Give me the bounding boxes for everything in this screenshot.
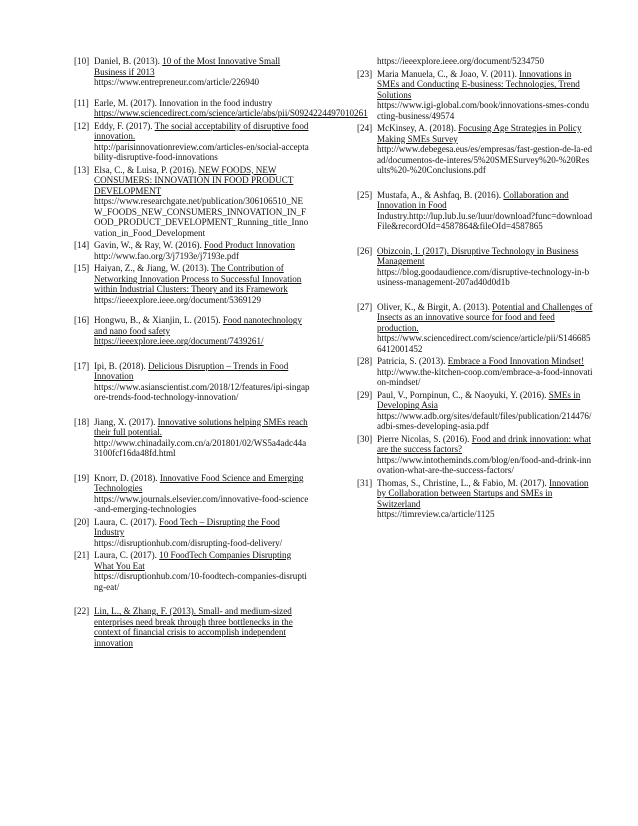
reference-url[interactable]: https://www.igi-global.com/book/innovations-smes-conducting-business/49574 bbox=[377, 100, 590, 121]
reference-number bbox=[357, 56, 377, 67]
reference-authors: Patricia, S. (2013). bbox=[377, 356, 448, 366]
reference-title-link[interactable]: The social acceptability of disruptive food innovation. bbox=[94, 120, 309, 141]
reference-number: [17] bbox=[74, 360, 90, 371]
reference-body bbox=[94, 315, 310, 347]
reference-title-link[interactable]: SMEs in Developing Asia bbox=[377, 389, 581, 410]
reference-body bbox=[94, 56, 310, 88]
reference-url[interactable]: https://disruptionhub.com/10-foodtech-companies-disrupting-eat/ bbox=[94, 571, 307, 592]
reference-body bbox=[94, 517, 310, 549]
reference-body bbox=[377, 69, 593, 122]
reference-number: [16] bbox=[74, 315, 90, 325]
reference-entry bbox=[357, 246, 593, 288]
reference-url[interactable]: Industry.http://lup.lub.lu.se/luur/download?func=downloadFile&recordOId=4587864&fileOId=4587865 bbox=[377, 210, 593, 231]
reference-authors: Oliver, K., & Birgit, A. (2013). bbox=[377, 301, 493, 312]
reference-number: [21] bbox=[74, 550, 90, 560]
reference-number: [31] bbox=[357, 477, 373, 488]
reference-title-link[interactable]: Food nanotechnology and nano food safety https://ieeexplore.ieee.org/document/7439261/ bbox=[94, 315, 302, 346]
reference-entry bbox=[357, 69, 593, 122]
reference-authors: Hongwu, B., & Xianjin, L. (2015). bbox=[94, 315, 223, 325]
reference-url[interactable]: https://www.entrepreneur.com/article/226940 bbox=[94, 77, 260, 87]
reference-authors: Haiyan, Z., & Jiang, W. (2013). bbox=[94, 263, 212, 273]
reference-authors: Knorr, D. (2018). bbox=[94, 472, 160, 483]
reference-number: [12] bbox=[74, 120, 90, 131]
references-right-column bbox=[357, 56, 593, 522]
reference-number: [10] bbox=[74, 56, 90, 66]
reference-entry bbox=[74, 606, 310, 648]
reference-authors: Paul, V., Pornpinun, C., & Naoyuki, Y. (2016). bbox=[377, 389, 549, 400]
reference-title-link[interactable]: Food and drink innovation: what are the success factors? bbox=[377, 433, 591, 454]
reference-body bbox=[94, 240, 310, 261]
reference-authors: Laura, C. (2017). bbox=[94, 516, 160, 527]
reference-authors: Pierre Nicolas, S. (2016). bbox=[377, 433, 472, 444]
reference-title-link[interactable]: Focusing Age Strategies in Policy Making SMEs Survey bbox=[377, 123, 582, 144]
reference-title-link[interactable]: Innovations in SMEs and Conducting E-business: Technologies, Trend Solutions bbox=[377, 68, 580, 100]
reference-title-link[interactable]: NEW FOODS, NEW CONSUMERS: INNOVATION IN FOOD PRODUCT DEVELOPMENT bbox=[94, 164, 294, 196]
reference-authors: Elsa, C., & Luisa, P. (2016). bbox=[94, 164, 199, 175]
reference-authors: Jiang, X. (2017). bbox=[94, 416, 158, 427]
reference-body bbox=[94, 361, 310, 403]
reference-url[interactable]: https://www.sciencedirect.com/science/article/pii/S1466856412001452 bbox=[377, 333, 591, 354]
reference-title-link[interactable]: 10 FoodTech Companies Disrupting What You Eat bbox=[94, 550, 292, 571]
reference-title-link[interactable]: Delicious Disruption – Trends in Food Innovation bbox=[94, 360, 289, 381]
reference-title-link[interactable]: Food Tech – Disrupting the Food Industry bbox=[94, 516, 280, 537]
reference-authors: Daniel, B. (2013). bbox=[94, 56, 163, 66]
reference-body bbox=[377, 390, 593, 432]
reference-url[interactable]: https://ieeexplore.ieee.org/document/5234750 bbox=[377, 56, 545, 66]
reference-entry bbox=[357, 123, 593, 176]
reference-number: [28] bbox=[357, 356, 373, 366]
reference-url[interactable]: https://ieeexplore.ieee.org/document/5369129 bbox=[94, 294, 262, 305]
reference-entry bbox=[74, 517, 310, 549]
reference-body bbox=[94, 417, 310, 459]
reference-body bbox=[94, 606, 310, 648]
reference-title-link[interactable]: Food Product Innovation bbox=[204, 240, 295, 250]
reference-url[interactable]: https://www.journals.elsevier.com/innovative-food-science-and-emerging-technologies bbox=[94, 493, 309, 514]
reference-number: [29] bbox=[357, 389, 373, 400]
reference-url[interactable]: https://blog.goodaudience.com/disruptive-technology-in-business-management-207ad40d0d1b bbox=[377, 266, 590, 287]
reference-authors: Eddy, F. (2017). bbox=[94, 120, 155, 131]
reference-body bbox=[377, 246, 593, 288]
reference-entry bbox=[74, 473, 310, 515]
reference-entry bbox=[357, 478, 593, 520]
reference-authors: Ipi, B. (2018). bbox=[94, 360, 149, 371]
reference-body bbox=[377, 302, 593, 355]
reference-url[interactable]: https://www.adb.org/sites/default/files/publication/214476/adbi-smes-developing-asia.pdf bbox=[377, 410, 592, 431]
reference-body bbox=[377, 190, 593, 232]
reference-url[interactable]: https://www.asianscientist.com/2018/12/features/ipi-singapore-trends-food-technology-innovation/ bbox=[94, 381, 310, 402]
reference-entry bbox=[74, 97, 368, 119]
reference-url[interactable]: http://parisinnovationreview.com/articles-en/social-acceptability-disruptive-food-innovations bbox=[94, 141, 309, 162]
reference-title-link[interactable]: Lin, L., & Zhang, F. (2013). Small- and medium-sized enterprises need break through three bottlenecks in the context of financial crisis to accomplish independent innovation bbox=[94, 606, 293, 648]
reference-body bbox=[377, 478, 593, 520]
reference-body bbox=[94, 473, 310, 515]
reference-body bbox=[94, 165, 310, 239]
reference-body bbox=[94, 550, 310, 592]
reference-entry bbox=[74, 263, 310, 305]
reference-title-link[interactable]: Obizcoin, I. (2017). Disruptive Technology in Business Management bbox=[377, 245, 579, 266]
reference-body bbox=[377, 434, 593, 476]
reference-authors: Earle, M. (2017). Innovation in the food industry bbox=[94, 97, 273, 108]
reference-number: [20] bbox=[74, 516, 90, 527]
reference-title-link[interactable]: Innovation by Collaboration between Startups and SMEs in Switzerland bbox=[377, 477, 589, 509]
reference-title-link[interactable]: Innovative solutions helping SMEs reach their full potential. bbox=[94, 416, 308, 437]
reference-authors: Gavin, W., & Ray, W. (2016). bbox=[94, 240, 205, 250]
reference-entry bbox=[74, 121, 310, 163]
reference-number: [30] bbox=[357, 433, 373, 444]
reference-body bbox=[94, 98, 368, 119]
reference-number: [13] bbox=[74, 164, 90, 175]
reference-url[interactable]: https://timreview.ca/article/1125 bbox=[377, 509, 495, 519]
reference-body bbox=[377, 356, 593, 388]
reference-entry bbox=[357, 190, 593, 232]
reference-entry bbox=[357, 56, 593, 67]
reference-number: [11] bbox=[74, 97, 89, 108]
reference-title-link[interactable]: The Contribution of Networking Innovation Process to Successful Innovation within Industrial Clusters: Theory and its Framework bbox=[94, 263, 302, 294]
reference-body bbox=[377, 56, 593, 67]
reference-number: [15] bbox=[74, 263, 90, 273]
reference-entry bbox=[74, 417, 310, 459]
reference-number: [26] bbox=[357, 245, 373, 256]
reference-entry bbox=[357, 434, 593, 476]
reference-authors: McKinsey, A. (2018). bbox=[377, 123, 459, 133]
reference-number: [27] bbox=[357, 301, 373, 312]
reference-title-link[interactable]: Collaboration and Innovation in Food bbox=[377, 189, 569, 210]
reference-url[interactable]: http://www.the-kitchen-coop.com/embrace-a-food-innovation-mindset/ bbox=[377, 366, 593, 387]
reference-url[interactable]: http://www.debegesa.eus/es/empresas/fast-gestion-de-la-edad/documentos-de-interes/5%20SMESurvey%20-%20Results%20-%20Conclusions.pdf bbox=[377, 144, 593, 175]
reference-title-link[interactable]: Innovative Food Science and Emerging Technologies bbox=[94, 472, 304, 493]
reference-number: [23] bbox=[357, 68, 373, 79]
reference-body bbox=[94, 121, 310, 163]
reference-body bbox=[94, 263, 310, 305]
reference-number: [18] bbox=[74, 416, 90, 427]
reference-entry bbox=[74, 361, 310, 403]
reference-number: [19] bbox=[74, 472, 90, 483]
reference-title-link[interactable]: Embrace a Food Innovation Mindset! bbox=[447, 356, 585, 366]
reference-body bbox=[377, 123, 593, 176]
reference-authors: Laura, C. (2017). bbox=[94, 550, 160, 560]
reference-entry bbox=[357, 302, 593, 355]
reference-url[interactable]: https://www.researchgate.net/publication/306106510_NEW_FOODS_NEW_CONSUMERS_INNOVATION_IN_FOOD_PRODUCT_DEVELOPMENT_Running_title_Innovation_in_Food_Development bbox=[94, 196, 309, 238]
reference-number: [25] bbox=[357, 189, 373, 200]
reference-authors: Mustafa, A., & Ashfaq, B. (2016). bbox=[377, 189, 504, 200]
reference-number: [24] bbox=[357, 123, 373, 133]
reference-title-link[interactable]: Potential and Challenges of Insects as an innovative source for food and feed production. bbox=[377, 301, 593, 333]
reference-authors: Thomas, S., Christine, L., & Fabio, M. (2017). bbox=[377, 477, 550, 488]
reference-url[interactable]: http://www.fao.org/3/j7193e/j7193e.pdf bbox=[94, 250, 239, 261]
reference-title-link[interactable]: 10 of the Most Innovative Small Business if 2013 bbox=[94, 56, 281, 77]
reference-authors: Maria Manuela, C., & Joao, V. (2011). bbox=[377, 68, 520, 79]
reference-entry bbox=[74, 315, 310, 347]
reference-entry bbox=[74, 240, 310, 261]
reference-url[interactable]: https://disruptionhub.com/disrupting-food-delivery/ bbox=[94, 537, 283, 548]
reference-entry bbox=[74, 56, 310, 88]
reference-title-link[interactable]: https://www.sciencedirect.com/science/article/abs/pii/S0924224497010261 bbox=[94, 108, 368, 118]
reference-entry bbox=[357, 390, 593, 432]
reference-number: [22] bbox=[74, 606, 90, 616]
reference-url[interactable]: http://www.chinadaily.com.cn/a/201801/02/WS5a4adc44a3100fcf16da48fd.html bbox=[94, 437, 307, 458]
reference-entry bbox=[74, 165, 310, 239]
reference-number: [14] bbox=[74, 240, 90, 250]
reference-entry bbox=[357, 356, 593, 388]
reference-url[interactable]: https://www.intotheminds.com/blog/en/food-and-drink-innovation-what-are-the-success-factors/ bbox=[377, 454, 592, 475]
reference-entry bbox=[74, 550, 310, 592]
